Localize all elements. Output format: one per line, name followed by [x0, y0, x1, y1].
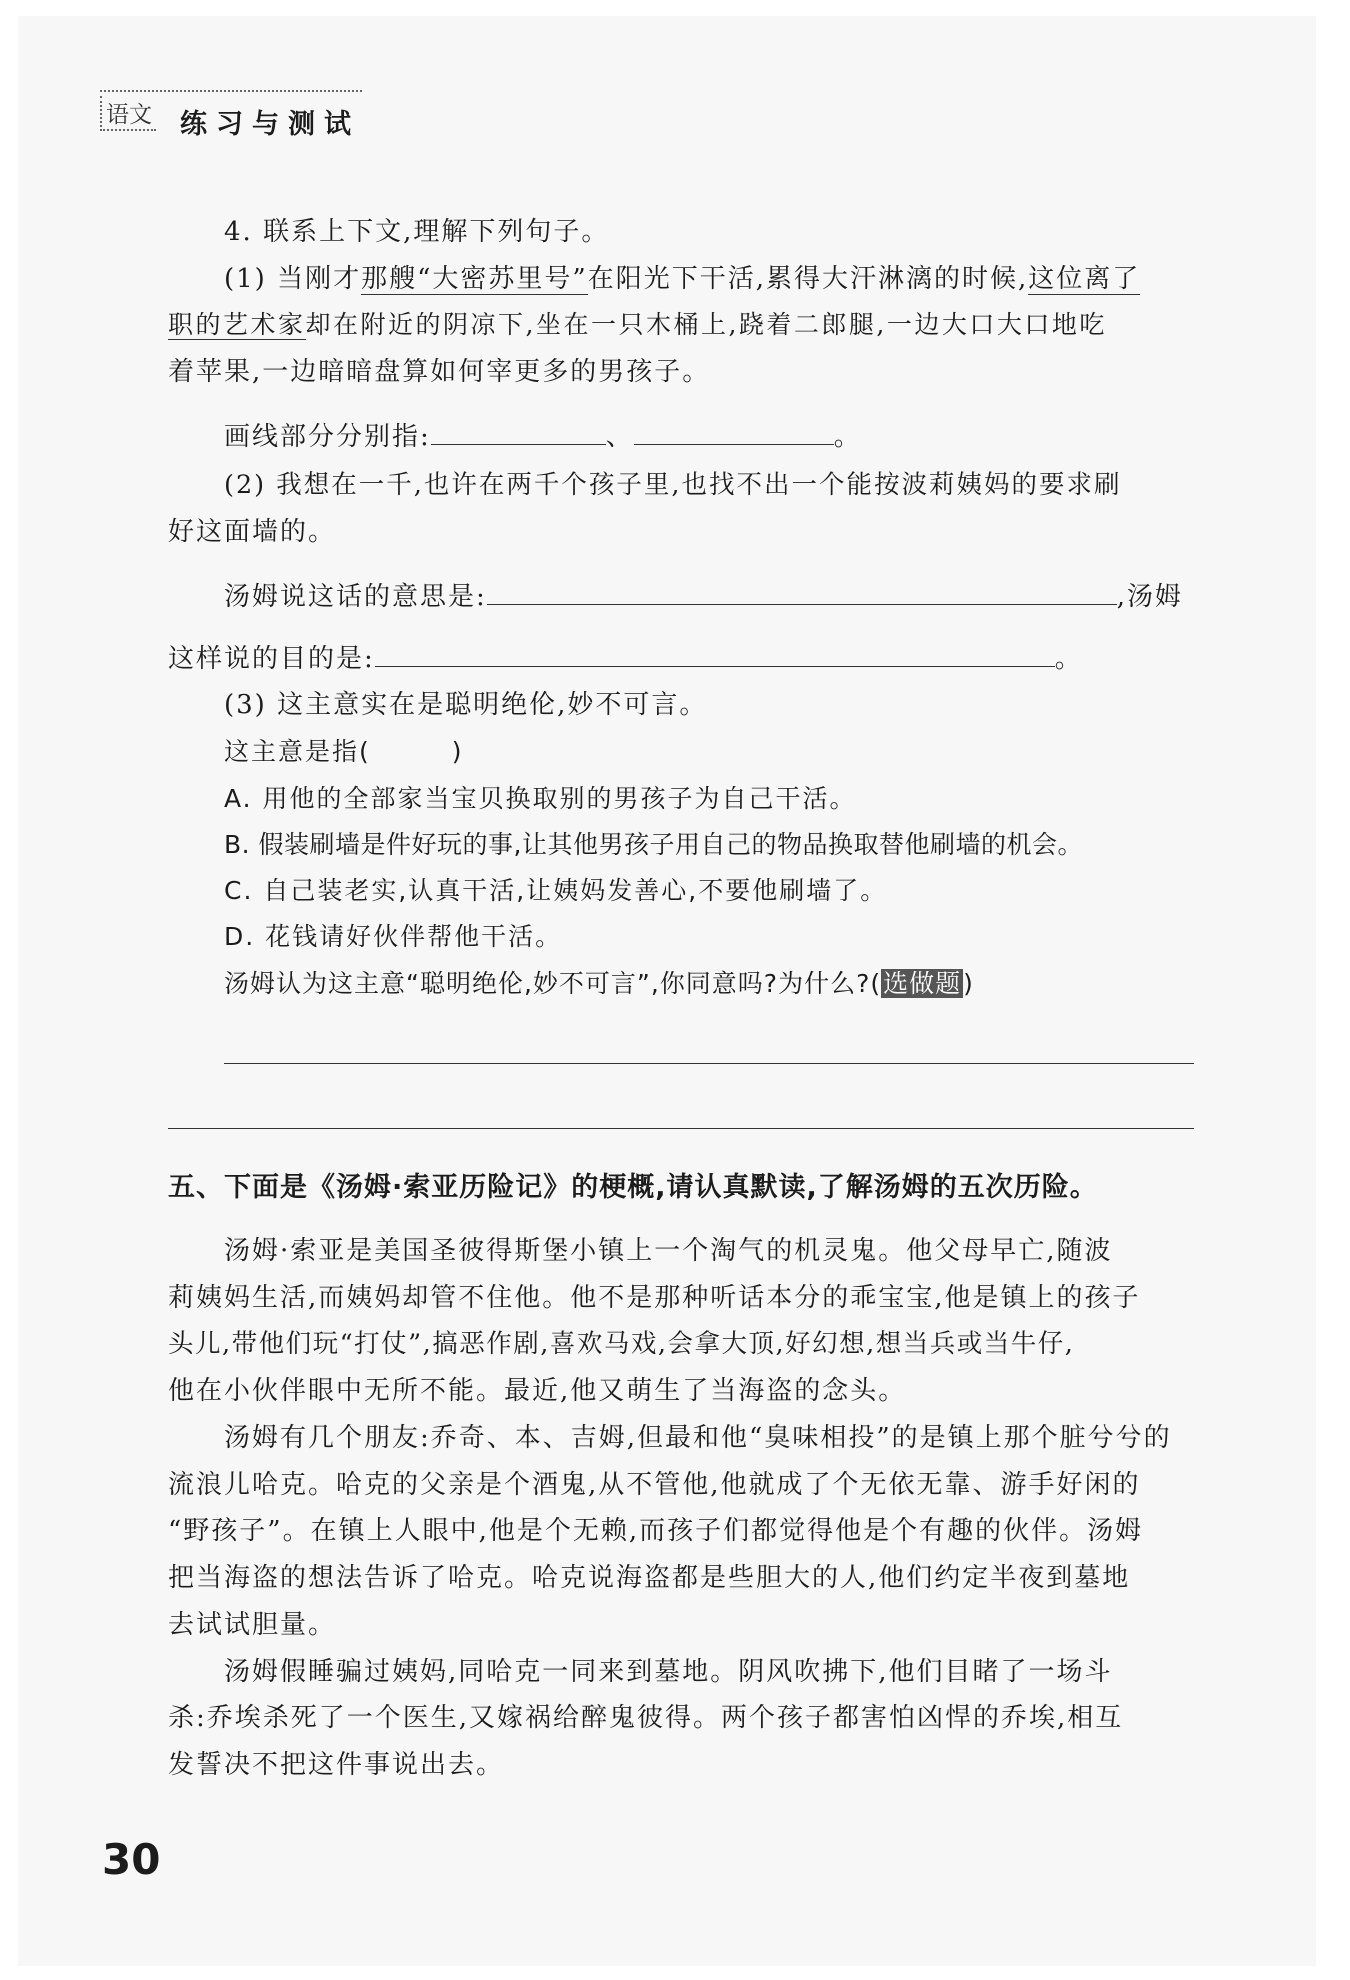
q4-s1-line3: 着苹果,一边暗暗盘算如何宰更多的男孩子。 [168, 357, 711, 387]
section5-line: 把当海盗的想法告诉了哈克。哈克说海盗都是些胆大的人,他们约定半夜到墓地 [168, 1563, 1131, 1593]
section5-line: 莉姨妈生活,而姨妈却管不住他。他不是那种听话本分的乖宝宝,他是镇上的孩子 [168, 1283, 1141, 1313]
q4-s3-line1: (3) 这主意实在是聪明绝伦,妙不可言。 [224, 690, 708, 720]
q4-s3-followup [224, 967, 974, 1001]
q4-s1-underline1: 那艘“大密苏里号” [361, 264, 588, 294]
q4-s2-fill1-prefix: 汤姆说这话的意思是: [224, 582, 487, 612]
q4-s1-fill-sep: 、 [605, 422, 634, 452]
page-header [100, 90, 362, 138]
q4-s2-fill2-prefix: 这样说的目的是: [168, 644, 375, 674]
q4-s3-followup-end: ) [963, 969, 974, 998]
q4-s1-fill [224, 420, 862, 454]
q4-s2-line2: 好这面墙的。 [168, 517, 337, 547]
q4-prompt: 4. 联系上下文,理解下列句子。 [224, 217, 610, 247]
q4-s1-underline2: 这位离了 [1028, 264, 1141, 294]
section5-line: 去试试胆量。 [168, 1610, 337, 1640]
q4-s2-fill1-suffix: ,汤姆 [1116, 582, 1184, 612]
q4-s1-blank1[interactable] [431, 420, 606, 445]
q4-s1-fill-end: 。 [833, 422, 862, 452]
q4-s2-blank2[interactable] [375, 642, 1055, 667]
header-title: 练习与测试 [180, 109, 360, 140]
q4-s3-followup-text: 汤姆认为这主意“聪明绝伦,妙不可言”,你同意吗?为什么?( [224, 969, 882, 998]
header-subject: 语文 [100, 96, 156, 131]
q4-s3-question: 这主意是指( ) [224, 737, 464, 766]
section5-title: 五、下面是《汤姆·索亚历险记》的梗概,请认真默读,了解汤姆的五次历险。 [168, 1172, 1098, 1203]
q4-s1-underline3: 职的艺术家 [168, 310, 306, 339]
q4-s1-blank2[interactable] [634, 420, 834, 445]
q4-s1-line1 [224, 262, 1140, 296]
q4-s1-p1: (1) 当刚才 [224, 264, 362, 294]
q4-s1-p3: 却在附近的阴凉下,坐在一只木桶上,跷着二郎腿,一边大口大口地吃 [305, 310, 1107, 339]
section5-line: 流浪儿哈克。哈克的父亲是个酒鬼,从不管他,他就成了个无依无靠、游手好闲的 [168, 1470, 1141, 1500]
q4-s1-line2 [168, 308, 1107, 342]
q4-s2-blank1[interactable] [487, 580, 1117, 605]
optional-question-tag: 选做题 [883, 969, 962, 998]
section5-line: 杀:乔埃杀死了一个医生,又嫁祸给醉鬼彼得。两个孩子都害怕凶悍的乔埃,相互 [168, 1703, 1124, 1733]
q4-s1-fill-prefix: 画线部分分别指: [224, 422, 431, 452]
section5-line: 汤姆假睡骗过姨妈,同哈克一同来到墓地。阴风吹拂下,他们目睹了一场斗 [224, 1657, 1113, 1687]
page-number: 30 [102, 1835, 161, 1884]
q4-s3-option-b[interactable]: B. 假装刷墙是件好玩的事,让其他男孩子用自己的物品换取替他刷墙的机会。 [224, 830, 1083, 859]
q4-s2-line1: (2) 我想在一千,也许在两千个孩子里,也找不出一个能按波莉姨妈的要求刷 [224, 470, 1122, 500]
section5-line: 汤姆·索亚是美国圣彼得斯堡小镇上一个淘气的机灵鬼。他父母早亡,随波 [224, 1236, 1113, 1266]
section5-line: 头儿,带他们玩“打仗”,搞恶作剧,喜欢马戏,会拿大顶,好幻想,想当兵或当牛仔, [168, 1329, 1075, 1359]
answer-line-1[interactable] [224, 1063, 1194, 1064]
q4-s1-p2: 在阳光下干活,累得大汗淋漓的时候, [587, 264, 1029, 294]
q4-s3-option-c[interactable]: C. 自己装老实,认真干活,让姨妈发善心,不要他刷墙了。 [224, 876, 888, 905]
section5-line: 他在小伙伴眼中无所不能。最近,他又萌生了当海盗的念头。 [168, 1376, 907, 1406]
q4-s2-fill2-end: 。 [1054, 644, 1083, 674]
q4-s3-option-d[interactable]: D. 花钱请好伙伴帮他干活。 [224, 922, 563, 951]
section5-line: “野孩子”。在镇上人眼中,他是个无赖,而孩子们都觉得他是个有趣的伙伴。汤姆 [168, 1516, 1144, 1546]
q4-s3-option-a[interactable]: A. 用他的全部家当宝贝换取别的男孩子为自己干活。 [224, 784, 857, 813]
q4-s2-fill1 [224, 580, 1183, 614]
answer-line-2[interactable] [168, 1128, 1194, 1129]
q4-s2-fill2 [168, 642, 1083, 676]
section5-line: 汤姆有几个朋友:乔奇、本、吉姆,但最和他“臭味相投”的是镇上那个脏兮兮的 [224, 1423, 1172, 1453]
section5-line: 发誓决不把这件事说出去。 [168, 1750, 505, 1780]
